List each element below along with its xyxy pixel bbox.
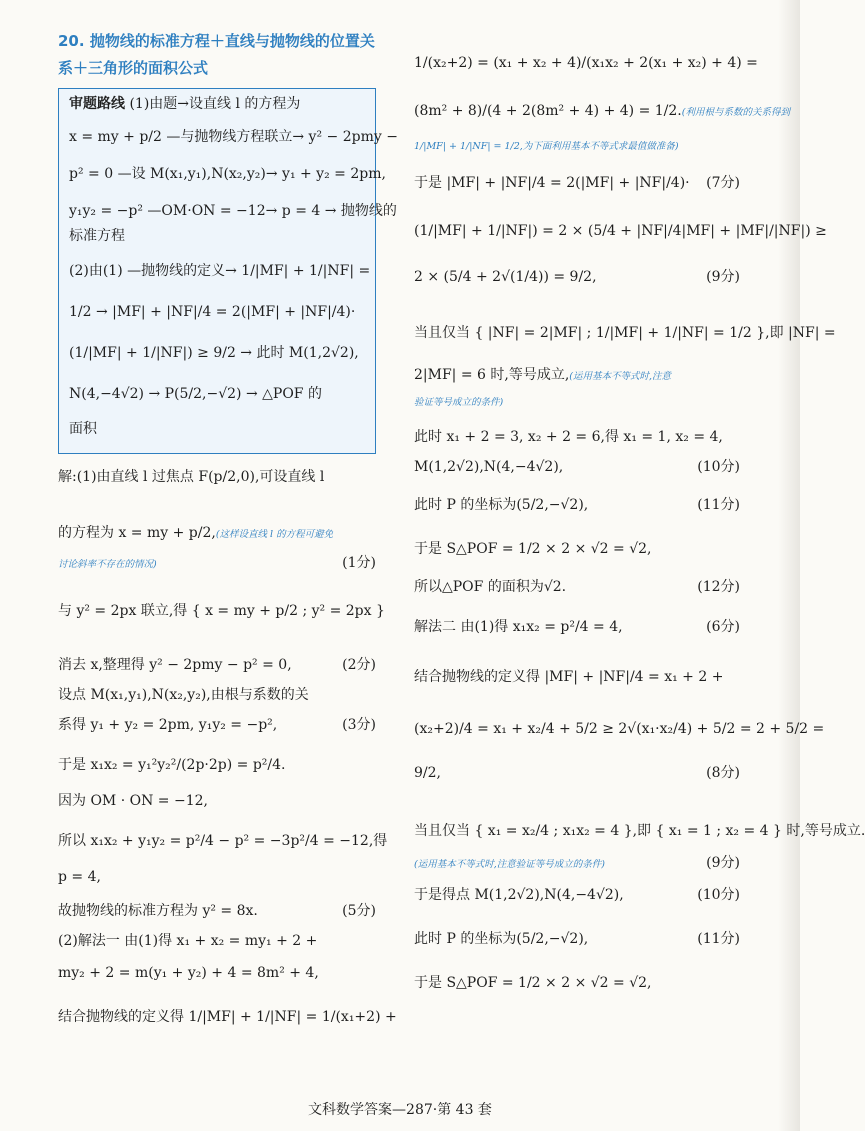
score: (9分): [706, 269, 740, 285]
route-box: [58, 88, 398, 454]
line-text: 系得 y₁ + y₂ = 2pm, y₁y₂ = −p²,: [58, 717, 278, 733]
route-line-7: (1/|MF| + 1/|NF|) ≥ 9/2 → 此时 M(1,2√2),: [69, 345, 359, 361]
route-line-5: (2)由(1) —抛物线的定义→ 1/|MF| + 1/|NF| =: [69, 263, 371, 279]
problem-title-line1: 抛物线的标准方程＋直线与抛物线的位置关: [89, 32, 375, 50]
line-note: 1/|MF| + 1/|NF| = 1/2,为下面利用基本不等式求最值做准备): [414, 141, 679, 152]
solution-line: [414, 618, 740, 636]
solution-line: [58, 832, 388, 850]
solution-line: [414, 102, 790, 122]
solution-line: [58, 602, 385, 620]
line-text: 的方程为 x = my + p/2,: [58, 525, 216, 541]
line-text: 设点 M(x₁,y₁),N(x₂,y₂),由根与系数的关: [58, 687, 309, 703]
route-line-0: [69, 95, 365, 114]
page-edge-shadow: [778, 0, 800, 1131]
solution-line: [414, 720, 825, 738]
line-text: (2)解法一 由(1)得 x₁ + x₂ = my₁ + 2 +: [58, 933, 318, 949]
solution-line: [414, 174, 740, 192]
score: (11分): [697, 931, 740, 947]
score: (6分): [706, 619, 740, 635]
solution-line: [414, 136, 740, 156]
score: (5分): [342, 903, 376, 919]
solution-line: [58, 524, 376, 544]
line-note: 验证等号成立的条件): [414, 397, 504, 408]
route-line-1: x = my + p/2 —与抛物线方程联立→ y² − 2pmy −: [69, 129, 398, 145]
solution-line: [414, 930, 740, 948]
page-footer: 文科数学答案—287·第 43 套: [308, 1102, 492, 1118]
route-line-6: 1/2 → |MF| + |NF|/4 = 2(|MF| + |NF|/4)·: [69, 304, 356, 320]
line-note: (利用根与系数的关系得到: [681, 107, 790, 118]
route-line-9: 面积: [69, 421, 97, 437]
solution-line: [414, 366, 740, 386]
score: (9分): [706, 855, 740, 871]
line-text: 2|MF| = 6 时,等号成立,: [414, 367, 570, 383]
solution-line: [414, 428, 740, 446]
line-note: (这样设直线 l 的方程可避免: [215, 529, 334, 540]
line-text: 当且仅当 { |NF| = 2|MF| ; 1/|MF| + 1/|NF| = 1/2 },即 |NF| =: [414, 325, 836, 341]
score: (10分): [697, 887, 740, 903]
problem-title: [58, 28, 376, 82]
solution-line: [414, 854, 740, 874]
solution-line: [58, 554, 376, 574]
line-text: (8m² + 8)/(4 + 2(8m² + 4) + 4) = 1/2.: [414, 103, 682, 119]
solution-line: [414, 540, 740, 558]
solution-line: [58, 792, 376, 810]
line-note: (运用基本不等式时,注意验证等号成立的条件): [414, 859, 605, 870]
line-text: 于是 S△POF = 1/2 × 2 × √2 = √2,: [414, 541, 652, 557]
left-column: [58, 28, 398, 1026]
solution-line: [58, 656, 376, 674]
solution-line: [414, 324, 836, 342]
solution-line: [414, 222, 827, 240]
line-text: 结合抛物线的定义得 |MF| + |NF|/4 = x₁ + 2 +: [414, 669, 724, 685]
solution-line: [414, 392, 740, 412]
route-line-3: y₁y₂ = −p² —OM·ON = −12→ p = 4 → 抛物线的: [69, 203, 397, 219]
route-line-2: p² = 0 —设 M(x₁,y₁),N(x₂,y₂)→ y₁ + y₂ = 2pm,: [69, 166, 386, 182]
solution-line: [58, 686, 376, 704]
line-text: 与 y² = 2px 联立,得 { x = my + p/2 ; y² = 2px }: [58, 603, 385, 619]
route-heading: 审题路线: [69, 96, 125, 112]
route-text: (1)由题→设直线 l 的方程为: [129, 96, 301, 112]
line-text: 因为 OM · ON = −12,: [58, 793, 208, 809]
line-text: 解法二 由(1)得 x₁x₂ = p²/4 = 4,: [414, 619, 623, 635]
score: (11分): [697, 497, 740, 513]
score: (10分): [697, 459, 740, 475]
score: (7分): [706, 175, 740, 191]
solution-line: [58, 932, 376, 950]
solution-line: [414, 54, 758, 72]
line-text: 结合抛物线的定义得 1/|MF| + 1/|NF| = 1/(x₁+2) +: [58, 1009, 397, 1025]
solution-line: [414, 268, 740, 286]
line-text: 于是 x₁x₂ = y₁²y₂²/(2p·2p) = p²/4.: [58, 757, 286, 773]
score: (12分): [697, 579, 740, 595]
left-solution: [58, 468, 397, 1026]
route-line-8: N(4,−4√2) → P(5/2,−√2) → △POF 的: [69, 386, 322, 402]
line-text: 消去 x,整理得 y² − 2pmy − p² = 0,: [58, 657, 292, 673]
solution-line: [414, 458, 740, 476]
line-text: 此时 x₁ + 2 = 3, x₂ + 2 = 6,得 x₁ = 1, x₂ = 4,: [414, 429, 723, 445]
solution-line: [58, 468, 376, 486]
line-text: 故抛物线的标准方程为 y² = 8x.: [58, 903, 258, 919]
line-text: (x₂+2)/4 = x₁ + x₂/4 + 5/2 ≥ 2√(x₁·x₂/4) + 5/2 = 2 + 5/2 =: [414, 721, 825, 737]
solution-line: [414, 668, 740, 686]
right-solution: [414, 40, 865, 992]
line-text: 所以 x₁x₂ + y₁y₂ = p²/4 − p² = −3p²/4 = −12,得: [58, 833, 388, 849]
line-text: my₂ + 2 = m(y₁ + y₂) + 4 = 8m² + 4,: [58, 965, 319, 981]
solution-line: [414, 764, 740, 782]
line-text: (1/|MF| + 1/|NF|) = 2 × (5/4 + |NF|/4|MF| + |MF|/|NF|) ≥: [414, 223, 827, 239]
score: (8分): [706, 765, 740, 781]
line-text: 此时 P 的坐标为(5/2,−√2),: [414, 497, 589, 513]
problem-title-line2: 系＋三角形的面积公式: [58, 59, 209, 77]
line-text: 9/2,: [414, 765, 441, 781]
problem-number: 20.: [58, 32, 85, 50]
line-text: 此时 P 的坐标为(5/2,−√2),: [414, 931, 589, 947]
solution-line: [58, 868, 376, 886]
line-text: 1/(x₂+2) = (x₁ + x₂ + 4)/(x₁x₂ + 2(x₁ + x₂) + 4) =: [414, 55, 758, 71]
score: (2分): [342, 657, 376, 673]
solution-line: [414, 822, 865, 840]
solution-line: [58, 716, 376, 734]
line-text: 于是 S△POF = 1/2 × 2 × √2 = √2,: [414, 975, 652, 991]
solution-line: [58, 756, 376, 774]
solution-line: [58, 1008, 397, 1026]
solution-line: [414, 578, 740, 596]
line-note: 讨论斜率不存在的情况): [58, 559, 157, 570]
line-text: 所以△POF 的面积为√2.: [414, 579, 567, 595]
solution-line: [414, 974, 740, 992]
route-line-4: 标准方程: [69, 228, 125, 244]
solution-line: [58, 902, 376, 920]
line-text: 当且仅当 { x₁ = x₂/4 ; x₁x₂ = 4 },即 { x₁ = 1 ; x₂ = 4 } 时,等号成立.: [414, 823, 865, 839]
solution-line: [58, 964, 376, 982]
score: (1分): [342, 555, 376, 571]
line-text: p = 4,: [58, 869, 101, 885]
score: (3分): [342, 717, 376, 733]
line-note: (运用基本不等式时,注意: [569, 371, 672, 382]
line-text: 解:(1)由直线 l 过焦点 F(p/2,0),可设直线 l: [58, 469, 325, 485]
line-text: 2 × (5/4 + 2√(1/4)) = 9/2,: [414, 269, 597, 285]
line-text: 于是 |MF| + |NF|/4 = 2(|MF| + |NF|/4)·: [414, 175, 690, 191]
solution-line: [414, 886, 740, 904]
line-text: M(1,2√2),N(4,−4√2),: [414, 459, 564, 475]
solution-line: [414, 496, 740, 514]
line-text: 于是得点 M(1,2√2),N(4,−4√2),: [414, 887, 624, 903]
